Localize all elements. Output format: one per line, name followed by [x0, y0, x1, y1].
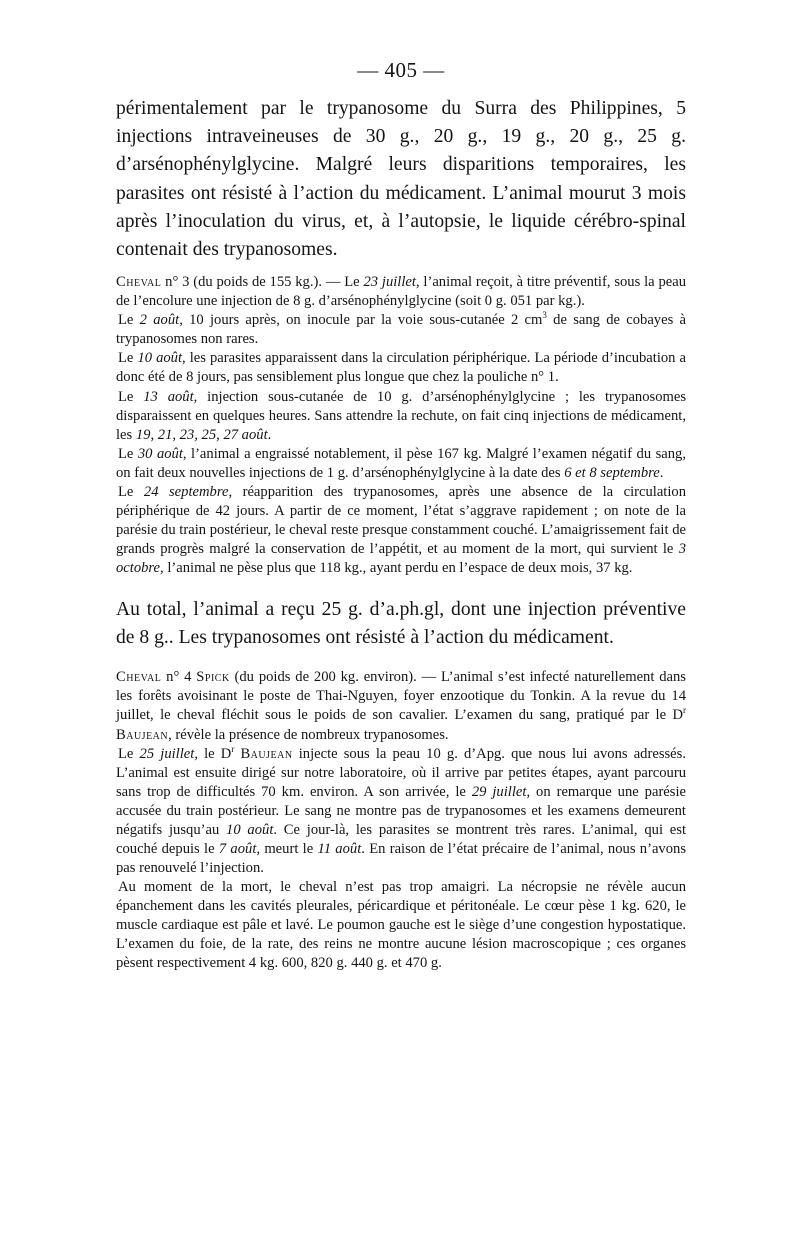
cheval3-label: Cheval [116, 274, 162, 291]
cheval3-inoculation: Le 2 août, 10 jours après, on inocule par la voie sous-cutanée 2 $cm^3$ de sang de cobayes à trypanosomes non rares. [116, 310, 687, 348]
case-cheval-3 [116, 273, 686, 578]
page-number: — 405 — [357, 58, 445, 82]
cheval3-relapse: Le 24 septembre, réapparition des trypanosomes, après une absence de la circulation périphérique de 42 jours. A partir de ce moment, l’état s’aggrave rapidement ; on note de la parésie du train postérieur, le cheval reste presque constamment couché. L’amaigrissement fait de grands progrès malgré la conservation de l’appétit, et au moment de la mort, qui survient le 3 octobre, l’animal ne pèse plus que 118 kg., ayant perdu en l’espace de deux mois, 37 kg. [116, 483, 687, 576]
summary-paragraph: Au total, l’animal a reçu 25 g. d’a.ph.gl, dont une injection préventive de 8 g.. Les trypanosomes ont résisté à l’action du médicament. [116, 598, 686, 649]
cheval4-necropsy: Au moment de la mort, le cheval n’est pas trop amaigri. La nécropsie ne révèle aucun épanchement dans les cavités pleurales, péricardique et péritonéale. Le cœur pèse 1 kg. 620, le muscle cardiaque est pâle et lavé. Le poumon gauche est le siège d’une congestion hypostatique. L’examen du foie, de la rate, des reins ne montre aucune lésion macroscopique ; ces organes pèsent respectivement 4 kg. 600, 820 g. 440 g. et 470 g. [116, 878, 686, 972]
case-cheval-4 [116, 668, 686, 973]
cheval4-label: Cheval [116, 669, 162, 686]
cheval3-intro: Cheval n° 3 (du poids de 155 kg.). — Le 23 juillet, l’animal reçoit, à titre préventif, sous la peau de l’encolure une injection de 8 g. d’arsénophénylglycine (soit 0 g. 051 par kg.). [116, 274, 686, 310]
cheval3-parasites: Le 10 août, les parasites apparaissent dans la circulation périphérique. La période d’incubation a donc été de 8 jours, pas sensiblement plus longue que chez la pouliche n° 1. [116, 350, 686, 386]
cheval4-intro: Cheval n° 4 Spick (du poids de 200 kg. environ). — L’animal s’est infecté naturellement dans les forêts avoisinant le poste de Thai-Nguyen, foyer enzootique du Tonkin. A la revue du 14 juillet, le cheval fléchit sous le poids de son cavalier. L’examen du sang, pratiqué par le $D^r$ Baujean, révèle la présence de nombreux trypanosomes. [116, 669, 686, 743]
cheval3-injections: Le 13 août, injection sous-cutanée de 10 g. d’arsénophénylglycine ; les trypanosomes disparaissent en quelques heures. Sans attendre la rechute, on fait cinq injections de médicament, les 19, 21, 23, 25, 27 août. [116, 388, 687, 443]
document-page [116, 58, 686, 973]
paragraph-intro: périmentalement par le trypanosome du Surra des Philippines, 5 injections intraveineuses de 30 g., 20 g., 19 g., 20 g., 25 g. d’arsénophénylglycine. Malgré leurs disparitions temporaires, les parasites ont résisté à l’action du médicament. L’animal mourut 3 mois après l’inoculation du virus, et, à l’autopsie, le liquide cérébro-spinal contenait des trypanosomes. [116, 98, 686, 261]
cheval4-treatment: Le 25 juillet, le $D^r$ Baujean injecte sous la peau 10 g. d’Apg. que nous lui avons adressés. L’animal est ensuite dirigé sur notre laboratoire, où il arrive par petites étapes, ayant parcouru sans trop de difficultés 70 km. environ. A son arrivée, le 29 juillet, on remarque une parésie accusée du train postérieur. Le sang ne montre pas de trypanosomes et les examens demeurent négatifs jusqu’au 10 août. Ce jour-là, les parasites se montrent très rares. L’animal, qui est couché depuis le 7 août, meurt le 11 août. En raison de l’état précaire de l’animal, nous n’avons pas renouvelé l’injection. [116, 743, 687, 876]
cheval3-weight: Le 30 août, l’animal a engraissé notablement, il pèse 167 kg. Malgré l’examen négatif du sang, on fait deux nouvelles injections de 1 g. d’arsénophénylglycine à la date des 6 et 8 septembre. [116, 445, 686, 481]
